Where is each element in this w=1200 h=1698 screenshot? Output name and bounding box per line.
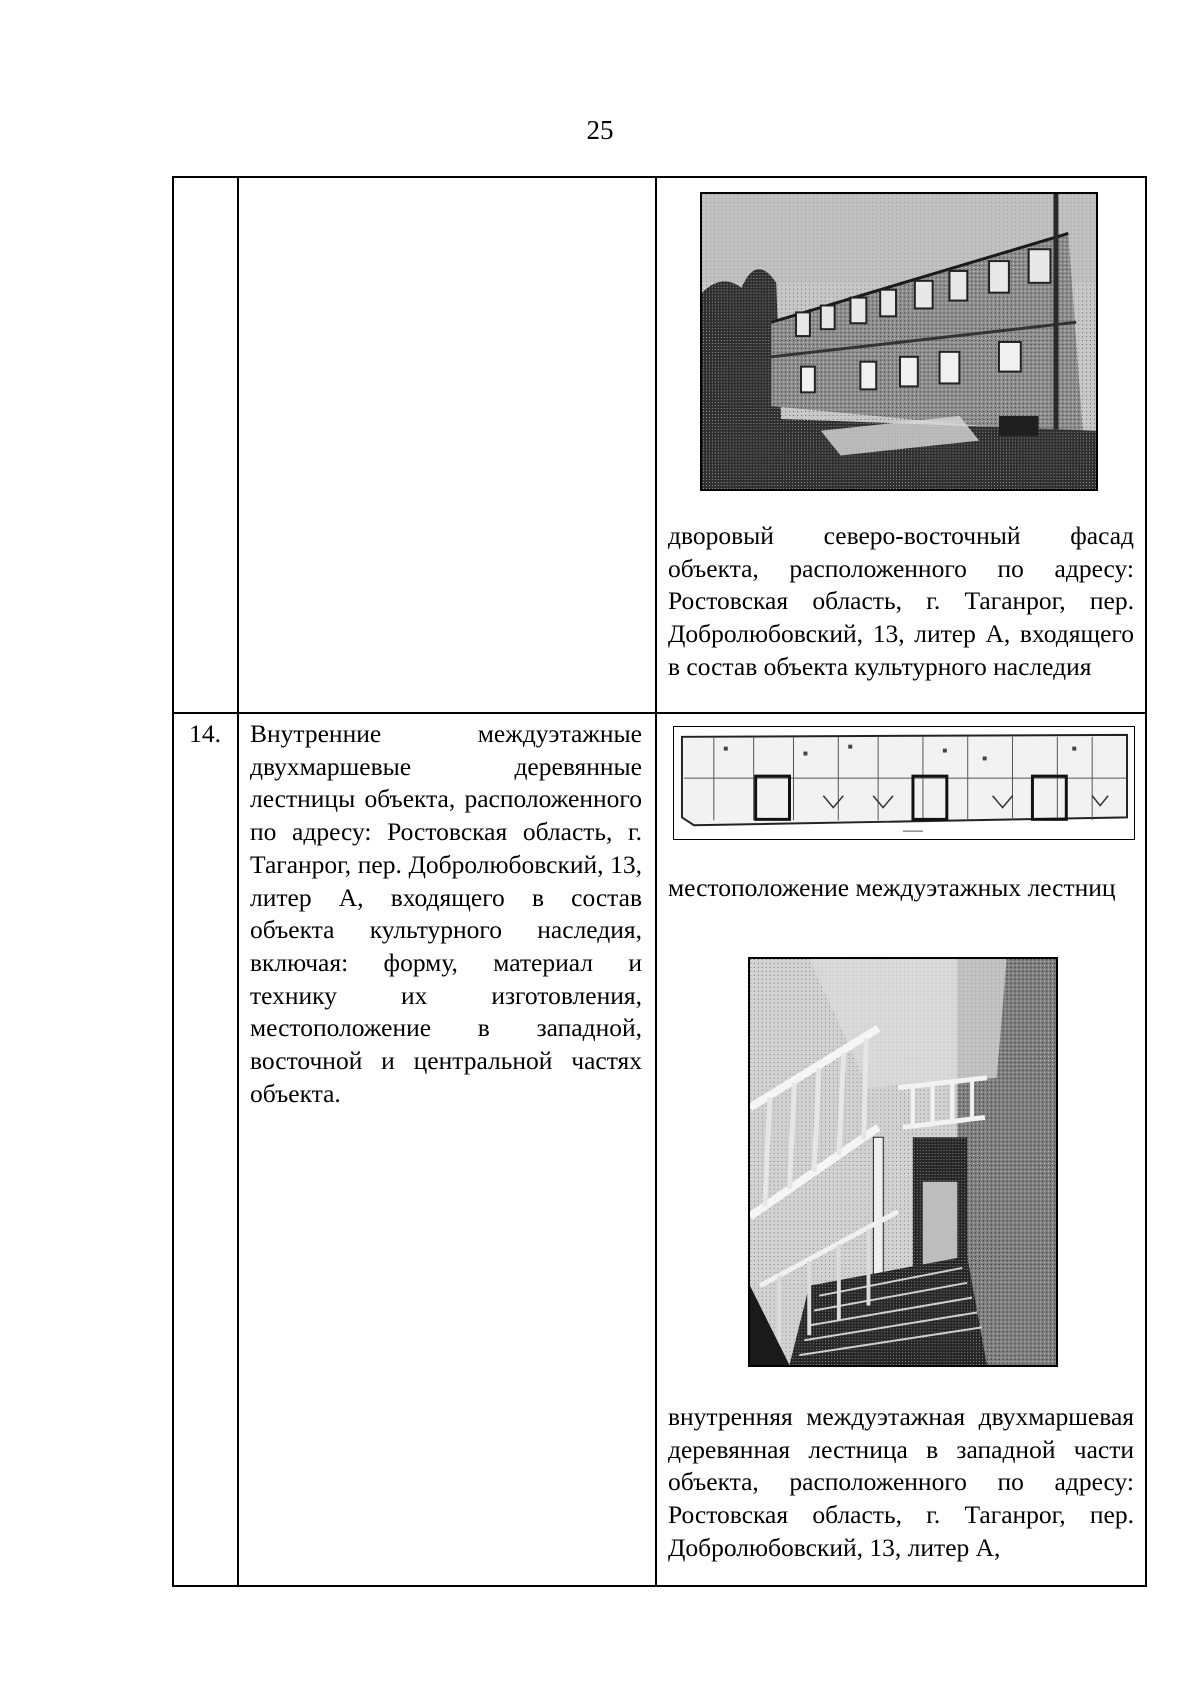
floor-plan-image	[673, 726, 1135, 840]
row-number: 14.	[189, 719, 221, 748]
table-border-left	[172, 176, 174, 1587]
row-divider	[172, 712, 1147, 714]
column-divider-1	[237, 176, 239, 1587]
floor-plan-caption: местоположение междуэтажных лестниц	[668, 873, 1116, 902]
staircase-photo-caption: внутренняя междуэтажная двухмаршевая деревянная лестница в западной части объекта, расположенного по адресу: Ростовская область, г. Таганрог, пер. Добролюбовский, 13, литер А,	[668, 1402, 1134, 1562]
facade-photo	[700, 192, 1098, 491]
table-border-top	[172, 176, 1147, 178]
column-divider-2	[655, 176, 657, 1587]
facade-photo-caption: дворовый северо-восточный фасад объекта, расположенного по адресу: Ростовская область, г. Таганрог, пер. Добролюбовский, 13, литер А, входящего в состав объекта культурного наследия	[668, 521, 1134, 681]
page-number: 25	[586, 115, 614, 145]
heritage-item-description: Внутренние междуэтажные двухмаршевые деревянные лестницы объекта, расположенного по адресу: Ростовская область, г. Таганрог, пер. Добролюбовский, 13, литер А, входящего в состав объекта культурного наследия, включая: форму, материал и технику их изготовления, местоположение в западной, восточной и центральной частях объекта.	[250, 719, 642, 1108]
table-border-bottom	[172, 1585, 1147, 1587]
staircase-photo	[748, 957, 1058, 1367]
table-border-right	[1145, 176, 1147, 1587]
